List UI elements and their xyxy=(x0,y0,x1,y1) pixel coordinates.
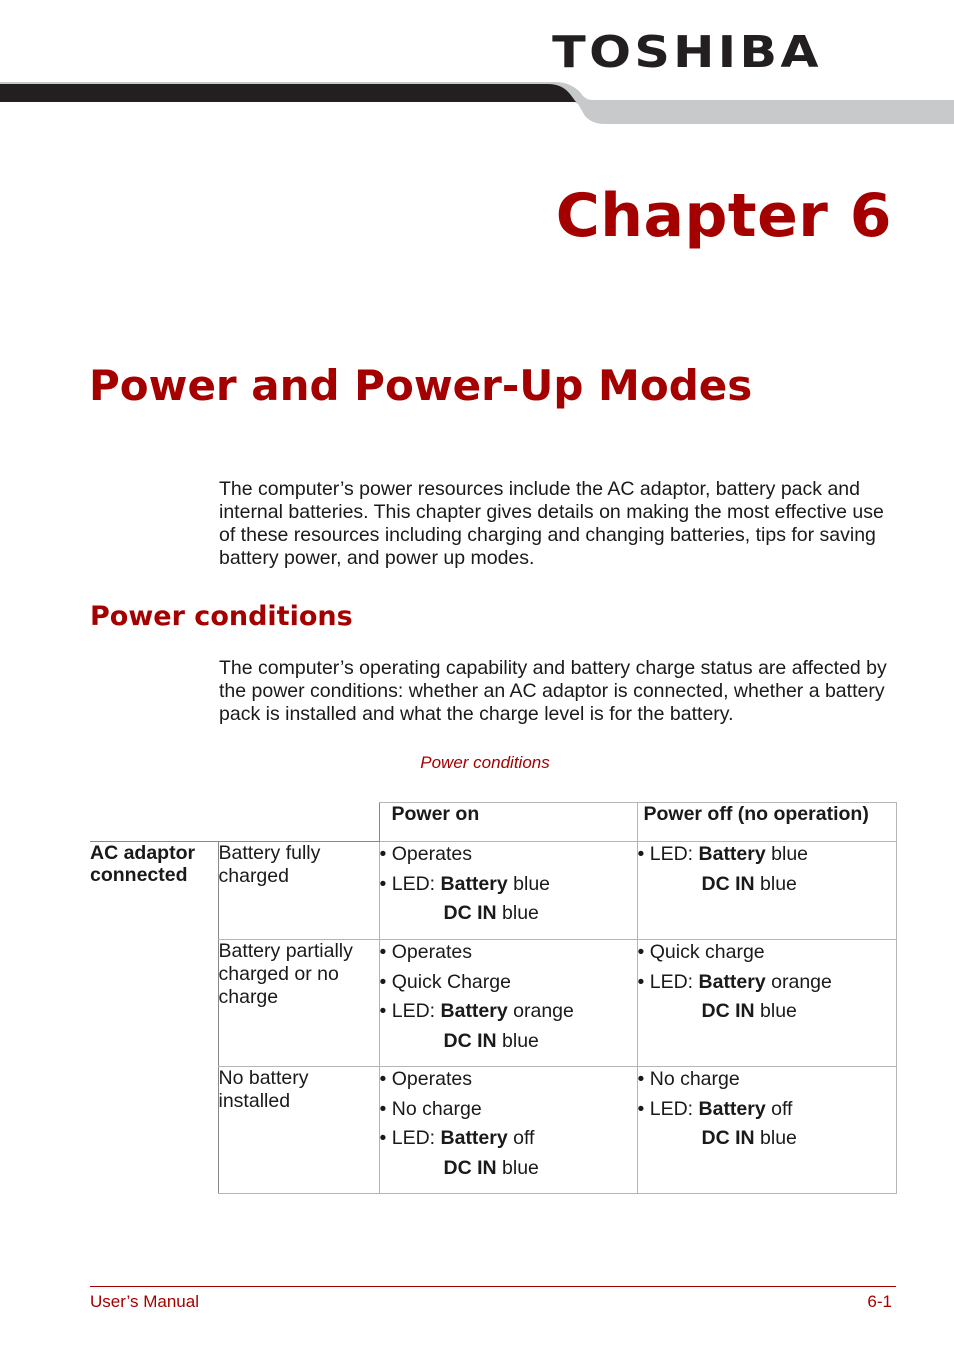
dcin-line: DC IN blue xyxy=(701,872,797,895)
status-line: • Operates xyxy=(379,941,472,963)
subsection-title: Power conditions xyxy=(90,601,353,632)
header-power-off: Power off (no operation) xyxy=(637,803,896,842)
power-conditions-table xyxy=(90,802,897,1194)
status-line: • No charge xyxy=(379,1097,482,1120)
footer-manual-title: User’s Manual xyxy=(90,1292,199,1311)
footer-divider xyxy=(90,1286,896,1287)
status-line: • Quick Charge xyxy=(379,970,511,993)
led-line: • LED: Battery off xyxy=(637,1097,793,1120)
power-off-cell xyxy=(637,1067,896,1194)
power-on-cell xyxy=(379,842,637,940)
led-line: • LED: Battery blue xyxy=(637,843,809,865)
footer-page-number: 6-1 xyxy=(867,1292,892,1311)
intro-paragraph: The computer’s power resources include the AC adaptor, battery pack and internal batteries. This chapter gives details on making the most effective use of these resources including charging and changing batteries, tips for saving battery power, and power up modes. xyxy=(219,478,884,569)
dcin-line: DC IN blue xyxy=(443,902,539,924)
dcin-line: DC IN blue xyxy=(443,1156,539,1179)
condition-cell: No battery installed xyxy=(218,1067,379,1194)
table-header-blank xyxy=(90,803,379,842)
dcin-line: DC IN blue xyxy=(701,1127,797,1149)
table-row xyxy=(90,842,896,940)
chapter-title: Chapter 6 xyxy=(555,181,892,251)
table-caption: Power conditions xyxy=(420,753,550,772)
header-band xyxy=(0,82,954,124)
header-band-dark xyxy=(0,84,576,102)
toshiba-logo: TOSHIBA xyxy=(552,27,822,78)
power-on-cell xyxy=(379,940,637,1067)
subsection-paragraph: The computer’s operating capability and battery charge status are affected by the power conditions: whether an AC adaptor is connected, whether a battery pack is installed and what the charge level is for the battery. xyxy=(219,657,887,725)
led-line: • LED: Battery blue xyxy=(379,872,551,895)
dcin-line: DC IN blue xyxy=(701,1000,797,1022)
status-line: • Operates xyxy=(379,843,472,865)
row-header-line1: AC adaptor xyxy=(90,842,196,864)
status-line: • Operates xyxy=(379,1068,472,1090)
power-off-cell xyxy=(637,842,896,940)
led-line: • LED: Battery orange xyxy=(637,970,832,993)
table-header-row xyxy=(90,803,896,842)
row-header-ac-adaptor xyxy=(90,842,218,1194)
led-line: • LED: Battery off xyxy=(379,1127,535,1149)
status-line: • Quick charge xyxy=(637,941,765,963)
condition-cell: Battery fully charged xyxy=(218,842,379,940)
power-on-cell xyxy=(379,1067,637,1194)
led-line: • LED: Battery orange xyxy=(379,1000,574,1022)
status-line: • No charge xyxy=(637,1068,740,1090)
section-title: Power and Power-Up Modes xyxy=(89,361,753,410)
dcin-line: DC IN blue xyxy=(443,1029,539,1052)
condition-cell: Battery partially charged or no charge xyxy=(218,940,379,1067)
row-header-line2: connected xyxy=(90,864,188,886)
power-off-cell xyxy=(637,940,896,1067)
header-power-on: Power on xyxy=(379,803,637,842)
